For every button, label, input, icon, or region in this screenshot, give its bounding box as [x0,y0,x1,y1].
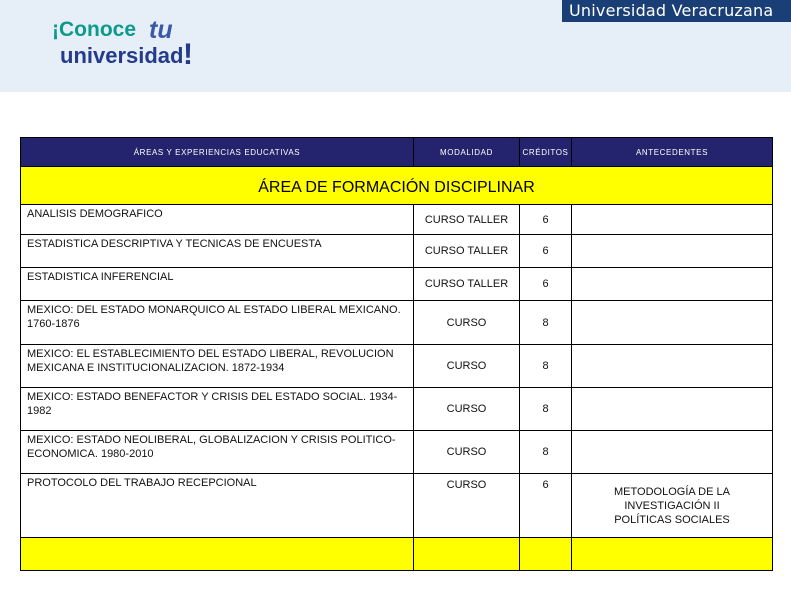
row-name: MEXICO: ESTADO BENEFACTOR Y CRISIS DEL ESTADO SOCIAL. 1934-1982 [21,388,414,431]
row-name: PROTOCOLO DEL TRABAJO RECEPCIONAL [21,474,414,538]
table-header-row [21,138,773,167]
logo-tu: tu [149,16,173,44]
row-creditos: 8 [520,345,572,388]
row-modalidad: CURSO [414,301,520,345]
row-name: ANALISIS DEMOGRAFICO [21,205,414,235]
university-name-bar: Universidad Veracruzana [562,0,791,22]
row-antecedentes: METODOLOGÍA DE LA INVESTIGACIÓN II POLÍTICAS SOCIALES [572,474,773,538]
curriculum-table [20,137,773,571]
row-creditos: 8 [520,301,572,345]
row-modalidad: CURSO TALLER [414,268,520,301]
footer-cell [414,538,520,571]
row-antecedentes [572,268,773,301]
row-antecedentes [572,345,773,388]
table-row [21,235,773,268]
col-header-creditos: CRÉDITOS [520,138,572,167]
row-modalidad: CURSO TALLER [414,235,520,268]
row-creditos: 8 [520,431,572,474]
table-row [21,474,773,538]
row-creditos: 8 [520,388,572,431]
table-row [21,388,773,431]
logo-line-2: universidad [60,43,184,68]
footer-cell [520,538,572,571]
row-modalidad: CURSO [414,388,520,431]
col-header-modalidad: MODALIDAD [414,138,520,167]
row-modalidad: CURSO [414,431,520,474]
footer-cell [572,538,773,571]
row-name: MEXICO: ESTADO NEOLIBERAL, GLOBALIZACION Y CRISIS POLITICO-ECONOMICA. 1980-2010 [21,431,414,474]
footer-cell [21,538,414,571]
row-antecedentes [572,235,773,268]
row-name: ESTADISTICA DESCRIPTIVA Y TECNICAS DE ENCUESTA [21,235,414,268]
table-row [21,205,773,235]
conoce-tu-universidad-logo [52,18,202,74]
area-footer-row [21,538,773,571]
row-antecedentes [572,301,773,345]
row-creditos: 6 [520,474,572,538]
table-row [21,268,773,301]
row-name: MEXICO: DEL ESTADO MONARQUICO AL ESTADO LIBERAL MEXICANO. 1760-1876 [21,301,414,345]
table-row [21,345,773,388]
row-creditos: 6 [520,205,572,235]
row-creditos: 6 [520,268,572,301]
col-header-areas: ÁREAS Y EXPERIENCIAS EDUCATIVAS [21,138,414,167]
row-modalidad: CURSO [414,474,520,538]
logo-exclamation: ! [183,38,193,71]
area-title-row [21,167,773,205]
logo-line-1: ¡Conoce [52,18,136,41]
row-name: MEXICO: EL ESTABLECIMIENTO DEL ESTADO LIBERAL, REVOLUCION MEXICANA E INSTITUCIONALIZACION. 1872-1934 [21,345,414,388]
row-modalidad: CURSO [414,345,520,388]
row-antecedentes [572,388,773,431]
table-row [21,301,773,345]
row-antecedentes [572,205,773,235]
table-row [21,431,773,474]
row-modalidad: CURSO TALLER [414,205,520,235]
area-title: ÁREA DE FORMACIÓN DISCIPLINAR [21,167,773,205]
col-header-antecedentes: ANTECEDENTES [572,138,773,167]
row-name: ESTADISTICA INFERENCIAL [21,268,414,301]
row-creditos: 6 [520,235,572,268]
row-antecedentes [572,431,773,474]
